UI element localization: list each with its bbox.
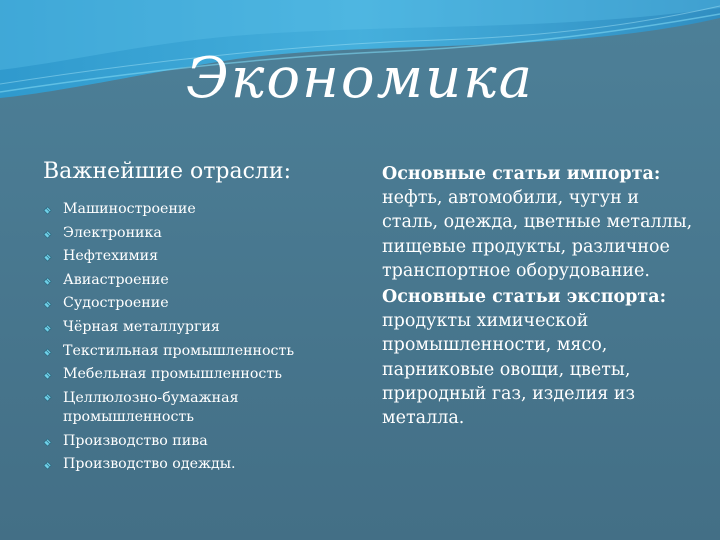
industry-label: Производство одежды. [63,456,236,473]
industry-label: Производство пива [63,432,208,449]
bullet-icon [43,371,52,380]
list-item [43,363,353,387]
import-paragraph [382,162,700,283]
export-text: продукты химической промышленности, мясо, парниковые овощи, цветы, природный газ, изделия из металла. [382,311,636,429]
list-item [43,222,353,246]
list-item [43,292,353,316]
trade-section [382,162,700,432]
bullet-icon [43,253,52,262]
slide-title: Экономика [186,46,534,111]
list-item [43,316,353,340]
list-item [43,430,353,454]
list-item [43,340,353,364]
industries-section [43,158,353,477]
industries-heading: Важнейшие отрасли: [43,159,291,184]
industry-label: Мебельная промышленность [63,366,282,383]
industry-label: Машиностроение [63,201,196,217]
list-item [43,387,353,430]
list-item [43,198,353,222]
list-item [43,453,353,477]
industry-label: Текстильная промышленность [63,342,295,359]
industry-label: Электроника [63,224,162,241]
list-item [43,245,353,269]
bullet-icon [43,461,52,470]
industry-label: Чёрная металлургия [63,318,220,335]
industry-label: Целлюлозно-бумажная промышленность [63,389,239,425]
bullet-icon [43,230,52,239]
bullet-icon [43,393,52,402]
industry-label: Нефтехимия [63,248,159,265]
import-text: нефть, автомобили, чугун и сталь, одежда, цветные металлы, пищевые продукты, различное транспортное оборудование. [382,188,693,281]
bullet-icon [43,277,52,286]
list-item [43,269,353,293]
industry-list [43,198,353,477]
industry-label: Авиастроение [63,271,169,288]
export-paragraph [382,285,700,430]
bullet-icon [43,438,52,447]
bullet-icon [43,300,52,309]
bullet-icon [43,324,52,333]
import-label: Основные статьи импорта: [382,164,661,184]
export-label: Основные статьи экспорта: [382,287,667,308]
bullet-icon [43,348,52,357]
industry-label: Судостроение [63,295,169,312]
bullet-icon [43,206,52,215]
